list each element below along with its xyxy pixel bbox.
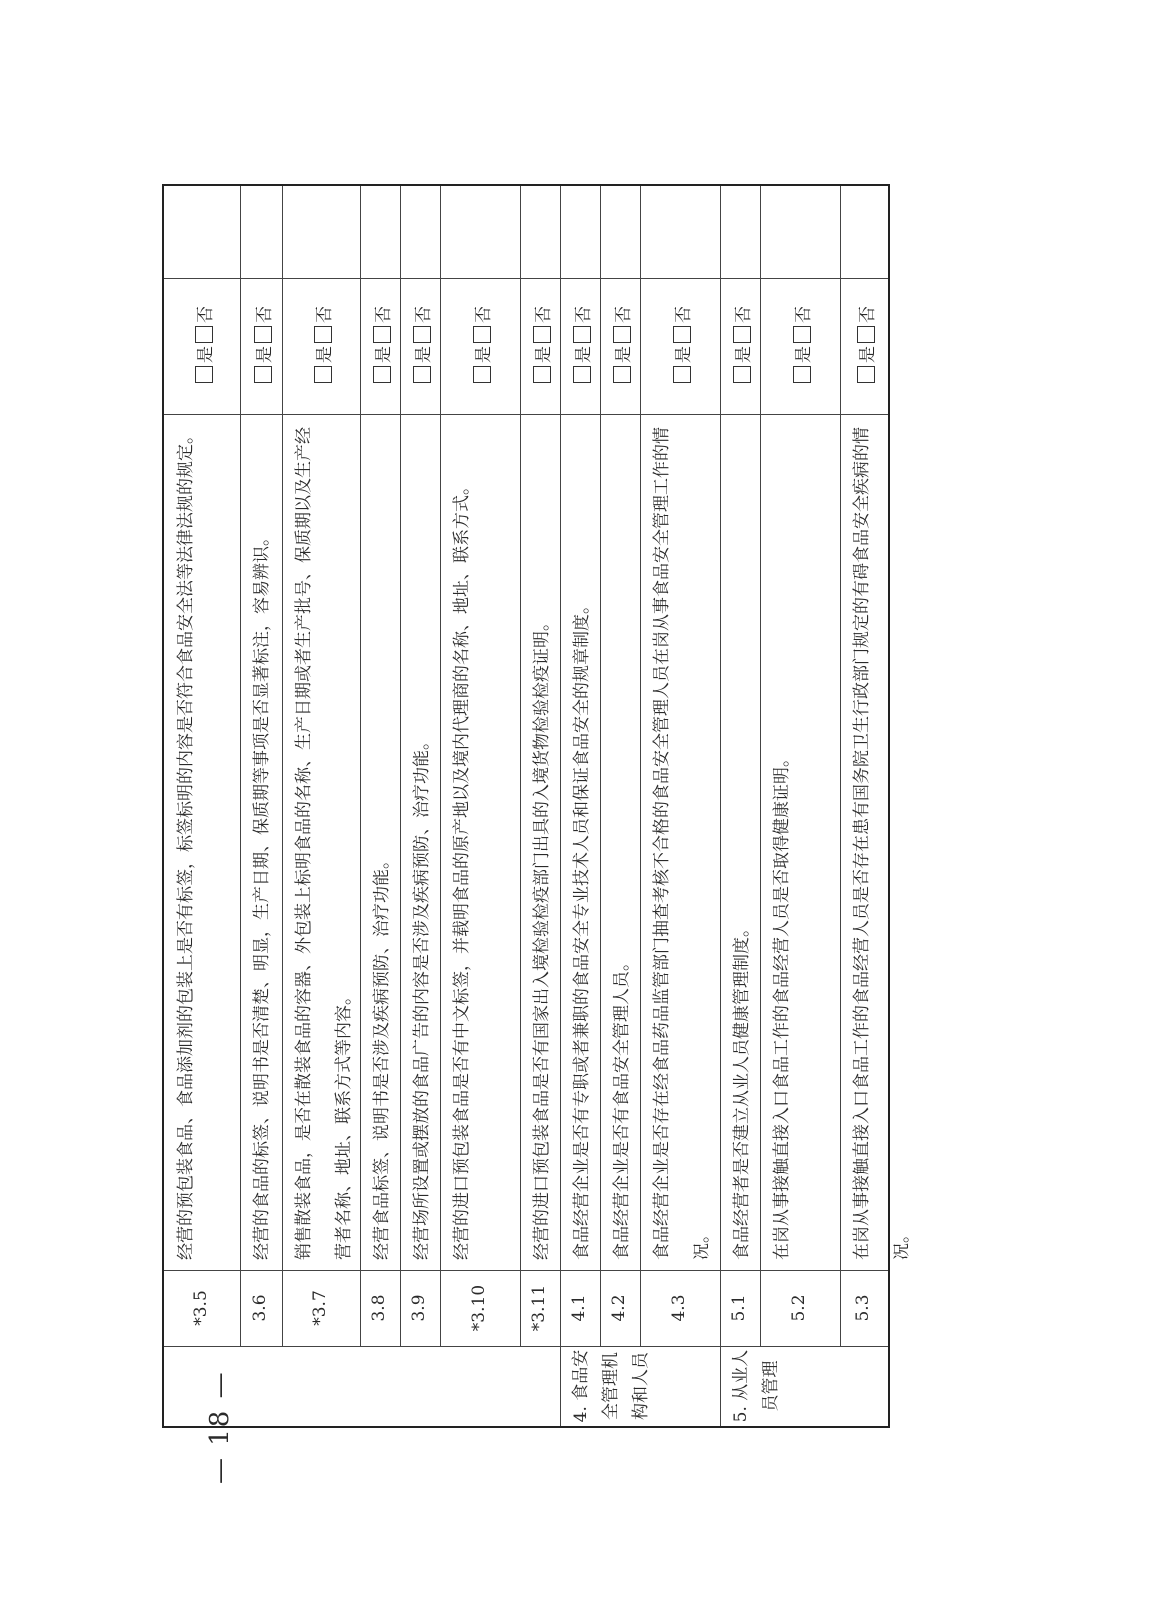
category-label: 5. 从业人员管理 [731,1349,781,1423]
no-checkbox[interactable] [373,326,391,343]
item-number: *3.11 [529,1284,549,1332]
yes-checkbox[interactable] [373,366,391,383]
yes-no-checkbox-group [569,306,594,386]
no-checkbox[interactable] [413,326,431,343]
row-divider [400,186,401,1346]
item-number: *3.10 [469,1284,489,1332]
yes-label: 是 [858,346,878,363]
category-divider [720,1346,721,1426]
item-number: 5.3 [853,1294,873,1322]
item-content: 食品经营企业是否有专职或者兼职的食品安全专业技术人员和保证食品安全的规章制度。 [572,597,592,1260]
item-number: 3.8 [369,1294,389,1322]
column-divider [164,1270,888,1271]
row-divider [640,186,641,1346]
column-divider [164,1346,888,1347]
item-content: 销售散装食品，是否在散装食品的容器、外包装上标明食品的名称、生产日期或者生产批号、保质期以及生产经营者名称、地址、联系方式等内容。 [294,427,354,1260]
yes-no-checkbox-group [250,306,275,386]
yes-checkbox[interactable] [613,366,631,383]
yes-checkbox[interactable] [857,366,875,383]
yes-label: 是 [414,346,434,363]
no-checkbox[interactable] [533,326,551,343]
yes-no-checkbox-group [729,306,754,386]
yes-checkbox[interactable] [314,366,332,383]
yes-label: 是 [794,346,814,363]
item-number: 5.1 [729,1294,749,1322]
yes-checkbox[interactable] [793,366,811,383]
row-divider [440,186,441,1346]
yes-label: 是 [374,346,394,363]
item-content: 在岗从事接触直接入口食品工作的食品经营人员是否取得健康证明。 [772,750,792,1260]
no-label: 否 [374,306,394,323]
no-checkbox[interactable] [733,326,751,343]
category-label: 4. 食品安全管理机构和人员 [571,1349,651,1423]
yes-label: 是 [574,346,594,363]
item-number: *3.5 [191,1290,211,1326]
yes-no-checkbox-group [853,306,878,386]
yes-checkbox[interactable] [573,366,591,383]
item-content: 食品经营企业是否存在经食品药品监管部门抽查考核不合格的食品安全管理人员在岗从事食品安全管理工作的情况。 [652,427,712,1260]
item-content: 经营的进口预包装食品是否有国家出入境检验检疫部门出具的入境货物检验检疫证明。 [532,614,552,1260]
yes-no-checkbox-group [609,306,634,386]
no-label: 否 [196,306,216,323]
no-label: 否 [794,306,814,323]
no-checkbox[interactable] [254,326,272,343]
yes-label: 是 [196,346,216,363]
category-divider [560,1346,561,1426]
yes-no-checkbox-group [789,306,814,386]
no-checkbox[interactable] [473,326,491,343]
no-checkbox[interactable] [314,326,332,343]
yes-label: 是 [534,346,554,363]
row-divider [720,186,721,1346]
item-content: 经营的食品的标签、说明书是否清楚、明显，生产日期、保质期等事项是否显著标注，容易辨识。 [252,529,272,1260]
yes-checkbox[interactable] [254,366,272,383]
no-label: 否 [614,306,634,323]
no-label: 否 [574,306,594,323]
column-divider [164,414,888,415]
row-divider [360,186,361,1346]
no-label: 否 [534,306,554,323]
row-divider [282,186,283,1346]
item-content: 食品经营企业是否有食品安全管理人员。 [612,954,632,1260]
item-content: 经营的进口预包装食品是否有中文标签，并载明食品的原产地以及境内代理商的名称、地址、联系方式。 [452,478,472,1260]
yes-no-checkbox-group [310,306,335,386]
no-checkbox[interactable] [573,326,591,343]
item-content: 经营的预包装食品、食品添加剂的包装上是否有标签，标签标明的内容是否符合食品安全法等法律法规的规定。 [176,427,196,1260]
no-label: 否 [674,306,694,323]
yes-label: 是 [734,346,754,363]
item-number: 5.2 [789,1294,809,1322]
yes-label: 是 [614,346,634,363]
page-number: — 18 — [205,1370,235,1484]
item-number: 4.2 [609,1294,629,1322]
yes-checkbox[interactable] [673,366,691,383]
no-checkbox[interactable] [195,326,213,343]
no-label: 否 [414,306,434,323]
no-label: 否 [474,306,494,323]
item-number: 4.3 [669,1294,689,1322]
row-divider [600,186,601,1346]
no-checkbox[interactable] [613,326,631,343]
column-divider [164,278,888,279]
row-divider [840,186,841,1346]
item-number: 3.9 [409,1294,429,1322]
yes-label: 是 [674,346,694,363]
no-label: 否 [315,306,335,323]
yes-checkbox[interactable] [413,366,431,383]
row-divider [760,186,761,1346]
item-number: 4.1 [569,1294,589,1322]
row-divider [240,186,241,1346]
item-content: 经营场所设置或摆放的食品广告的内容是否涉及疾病预防、治疗功能。 [412,733,432,1260]
item-content: 在岗从事接触直接入口食品工作的食品经营人员是否存在患有国务院卫生行政部门规定的有碍食品安全疾病的情况。 [852,427,912,1260]
no-label: 否 [858,306,878,323]
yes-label: 是 [474,346,494,363]
no-checkbox[interactable] [793,326,811,343]
item-content: 经营食品标签、说明书是否涉及疾病预防、治疗功能。 [372,852,392,1260]
no-checkbox[interactable] [673,326,691,343]
yes-checkbox[interactable] [195,366,213,383]
yes-no-checkbox-group [191,306,216,386]
item-number: 3.6 [250,1294,270,1322]
item-content: 食品经营者是否建立从业人员健康管理制度。 [732,920,752,1260]
no-checkbox[interactable] [857,326,875,343]
yes-checkbox[interactable] [473,366,491,383]
yes-no-checkbox-group [469,306,494,386]
yes-no-checkbox-group [369,306,394,386]
yes-no-checkbox-group [529,306,554,386]
item-number: *3.7 [310,1290,330,1326]
no-label: 否 [255,306,275,323]
no-label: 否 [734,306,754,323]
yes-checkbox[interactable] [733,366,751,383]
row-divider [520,186,521,1346]
yes-label: 是 [315,346,335,363]
yes-label: 是 [255,346,275,363]
yes-no-checkbox-group [409,306,434,386]
row-divider [560,186,561,1346]
inspection-table [162,184,912,1428]
yes-no-checkbox-group [669,306,694,386]
yes-checkbox[interactable] [533,366,551,383]
